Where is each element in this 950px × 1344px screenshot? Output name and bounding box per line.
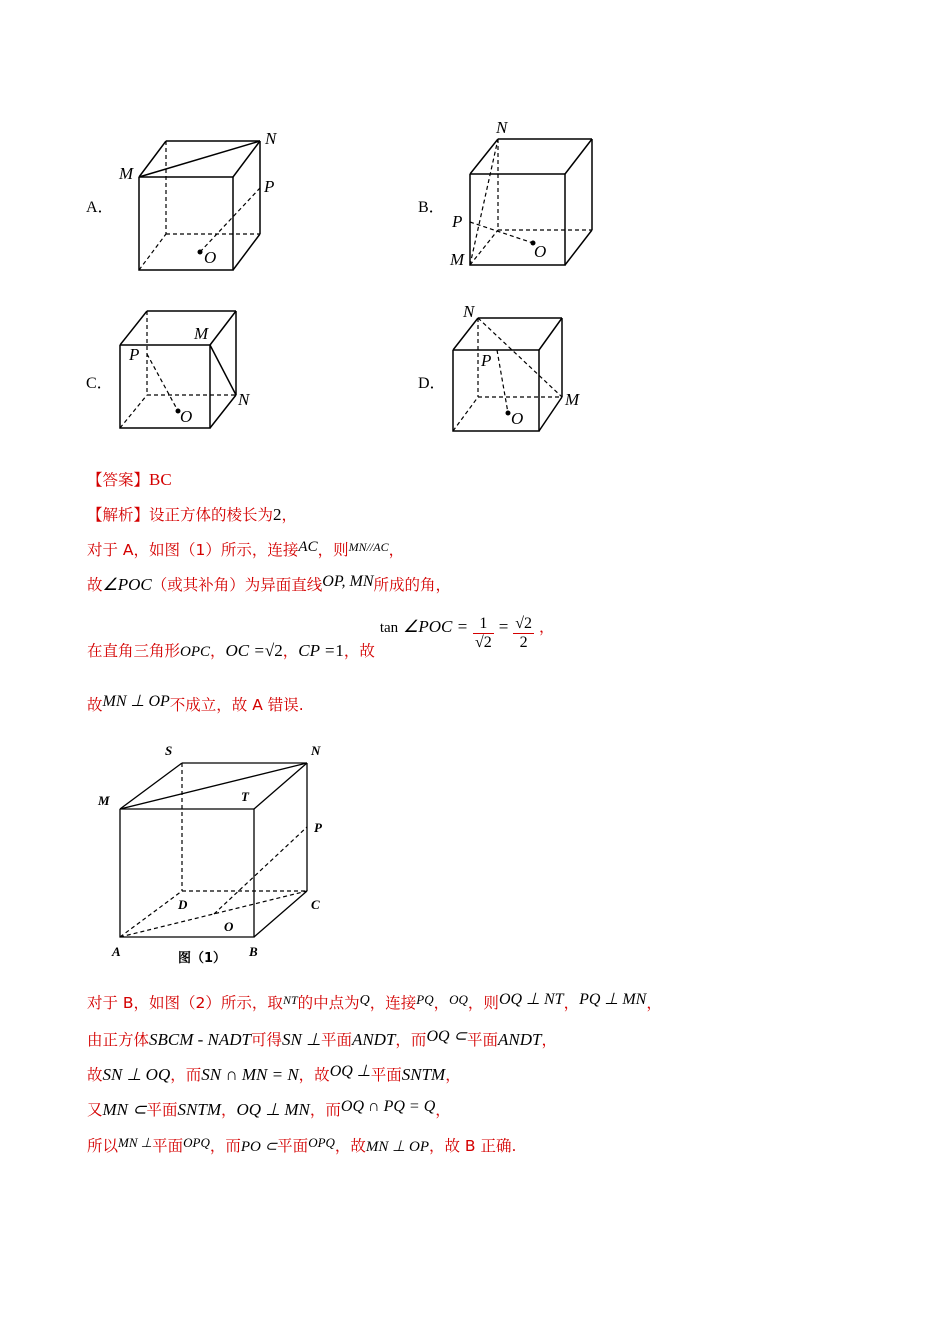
point-p-label: P bbox=[129, 345, 140, 364]
math: MN//AC bbox=[348, 540, 389, 554]
math: MN ⊥ OP bbox=[102, 693, 170, 710]
option-c-label: C． bbox=[86, 375, 113, 392]
math: OQ ∩ PQ = Q bbox=[340, 1098, 436, 1115]
text: 平面 bbox=[466, 1031, 498, 1049]
point-n-label: N bbox=[265, 129, 277, 148]
point-a-label: A bbox=[112, 944, 121, 959]
math: PO ⊂ bbox=[240, 1139, 278, 1155]
text: 由正方体 bbox=[87, 1031, 150, 1049]
solution-line-8 bbox=[87, 1063, 461, 1085]
solution-line-7 bbox=[87, 1028, 557, 1050]
math: MN ⊂ bbox=[102, 1100, 147, 1119]
math: OQ ⊥ bbox=[329, 1063, 371, 1080]
text: 在直角三角形 bbox=[87, 642, 181, 660]
math: = bbox=[498, 617, 509, 636]
point-o-label: O bbox=[534, 242, 547, 261]
option-b-label: B． bbox=[418, 199, 445, 216]
math: PQ ⊥ MN bbox=[579, 991, 647, 1008]
math: SNTM bbox=[401, 1065, 446, 1084]
text: （或其补角）为异面直线 bbox=[151, 576, 323, 594]
math: OQ bbox=[449, 992, 468, 1007]
segment-op bbox=[214, 827, 307, 914]
text: ，则 bbox=[467, 994, 499, 1012]
point-m-label: M bbox=[194, 324, 209, 343]
math: SN ∩ MN = N bbox=[201, 1065, 299, 1084]
math: MN ⊥ bbox=[118, 1135, 153, 1150]
solution-line-10 bbox=[87, 1134, 516, 1156]
text: 所以 bbox=[87, 1137, 119, 1155]
point-s-label: S bbox=[165, 743, 173, 758]
math: √2 bbox=[264, 641, 283, 660]
math: OQ ⊂ bbox=[426, 1028, 467, 1045]
text: 对于 A，如图（1）所示，连接 bbox=[87, 541, 299, 559]
math: SBCM - NADT bbox=[149, 1030, 252, 1049]
math: AC bbox=[298, 539, 318, 555]
text: ， bbox=[646, 994, 662, 1012]
text: 平面 bbox=[320, 1031, 352, 1049]
math: ANDT bbox=[351, 1030, 396, 1049]
math: OPQ bbox=[308, 1135, 335, 1150]
text: ，而 bbox=[170, 1066, 202, 1084]
math: OP, MN bbox=[322, 573, 374, 590]
text: ，则 bbox=[317, 541, 349, 559]
figure-caption: 图（1） bbox=[178, 951, 227, 966]
math: ∠POC bbox=[102, 575, 152, 594]
point-o-label: O bbox=[180, 407, 193, 426]
point-b-label: B bbox=[249, 944, 258, 959]
text: ，故 bbox=[298, 1066, 330, 1084]
math: ANDT bbox=[497, 1030, 542, 1049]
text: ，而 bbox=[209, 1137, 241, 1155]
math: OC = bbox=[225, 641, 265, 660]
point-t-label: T bbox=[241, 789, 249, 804]
text: 的中点为 bbox=[297, 994, 360, 1012]
text: 设正方体的棱长为 bbox=[149, 506, 274, 524]
math: ∠POC = bbox=[403, 617, 469, 636]
text: 不成立，故 A 错误. bbox=[169, 696, 304, 714]
text: 平面 bbox=[152, 1137, 184, 1155]
text: 平面 bbox=[277, 1137, 309, 1155]
solution-line-9 bbox=[87, 1098, 451, 1120]
solution-line-6 bbox=[87, 991, 662, 1013]
text: ， bbox=[435, 1101, 451, 1119]
math: SN ⊥ OQ bbox=[102, 1065, 171, 1084]
text: 对于 B，如图（2）所示，取 bbox=[87, 994, 283, 1012]
text: 故 bbox=[87, 1066, 103, 1084]
point-p-label: P bbox=[452, 212, 463, 231]
point-n-label: N bbox=[496, 118, 508, 137]
point-o-label: O bbox=[511, 409, 524, 428]
math: OPQ bbox=[183, 1135, 210, 1150]
math: tan bbox=[379, 620, 399, 636]
option-a-label: A． bbox=[86, 199, 114, 216]
text: ，连接 bbox=[369, 994, 417, 1012]
math: 1 bbox=[335, 641, 344, 660]
answer-value: BC bbox=[149, 470, 172, 489]
text: ， bbox=[388, 541, 405, 559]
text: ， bbox=[221, 1101, 237, 1119]
fraction-2: $\frac{√2}{2}$ bbox=[515, 615, 533, 651]
point-c-label: C bbox=[311, 897, 320, 912]
math: SNTM bbox=[177, 1100, 221, 1119]
text: 可得 bbox=[251, 1031, 283, 1049]
text: ， bbox=[210, 642, 226, 660]
point-n-label: N bbox=[311, 743, 321, 758]
segment-mn bbox=[120, 763, 307, 809]
point-d-label: D bbox=[178, 897, 188, 912]
math: Q bbox=[359, 993, 370, 1008]
text: 所成的角， bbox=[373, 576, 452, 594]
math-value: 2 bbox=[273, 505, 282, 524]
text: ，故 B 正确. bbox=[428, 1137, 517, 1155]
point-p-label: P bbox=[264, 177, 275, 196]
point-p-label: P bbox=[481, 351, 492, 370]
math: CP = bbox=[298, 641, 336, 660]
text: 又 bbox=[87, 1101, 103, 1119]
text: 平面 bbox=[146, 1101, 178, 1119]
point-m-label: M bbox=[565, 390, 580, 409]
segment-ac bbox=[120, 891, 307, 937]
solution-label: 【解析】 bbox=[87, 506, 150, 524]
text: ， bbox=[445, 1066, 461, 1084]
text: ， bbox=[541, 1031, 557, 1049]
math: OQ ⊥ NT bbox=[498, 991, 564, 1008]
point-m-label: M bbox=[98, 793, 110, 808]
point-o-label: O bbox=[224, 919, 234, 934]
math: OQ ⊥ MN bbox=[236, 1100, 310, 1119]
math: PQ bbox=[416, 992, 434, 1007]
text: 平面 bbox=[370, 1066, 402, 1084]
text: ，故 bbox=[343, 642, 375, 660]
answer-label: 【答案】 bbox=[87, 471, 150, 489]
point-n-label: N bbox=[463, 302, 475, 321]
math: SN ⊥ bbox=[282, 1030, 321, 1049]
point-n-label: N bbox=[238, 390, 250, 409]
text: ， bbox=[281, 506, 298, 524]
text: ，而 bbox=[309, 1101, 341, 1119]
point-o-label: O bbox=[204, 248, 217, 267]
text: ，而 bbox=[395, 1031, 427, 1049]
text: ， bbox=[538, 618, 555, 636]
text: ， bbox=[433, 994, 450, 1012]
math: OPC bbox=[180, 644, 211, 660]
fraction-1: $\frac{1}{√2}$ bbox=[475, 615, 492, 651]
option-d-label: D． bbox=[418, 375, 446, 392]
text: 故 bbox=[87, 576, 103, 594]
point-m-label: M bbox=[119, 164, 134, 183]
point-p-label: P bbox=[314, 820, 322, 835]
text: ， bbox=[282, 642, 299, 660]
point-m-label: M bbox=[450, 250, 465, 269]
math: NT bbox=[282, 993, 298, 1007]
math: MN ⊥ OP bbox=[365, 1139, 429, 1155]
text: 故 bbox=[87, 696, 103, 714]
text: ， bbox=[563, 994, 580, 1012]
text: ，故 bbox=[334, 1137, 366, 1155]
